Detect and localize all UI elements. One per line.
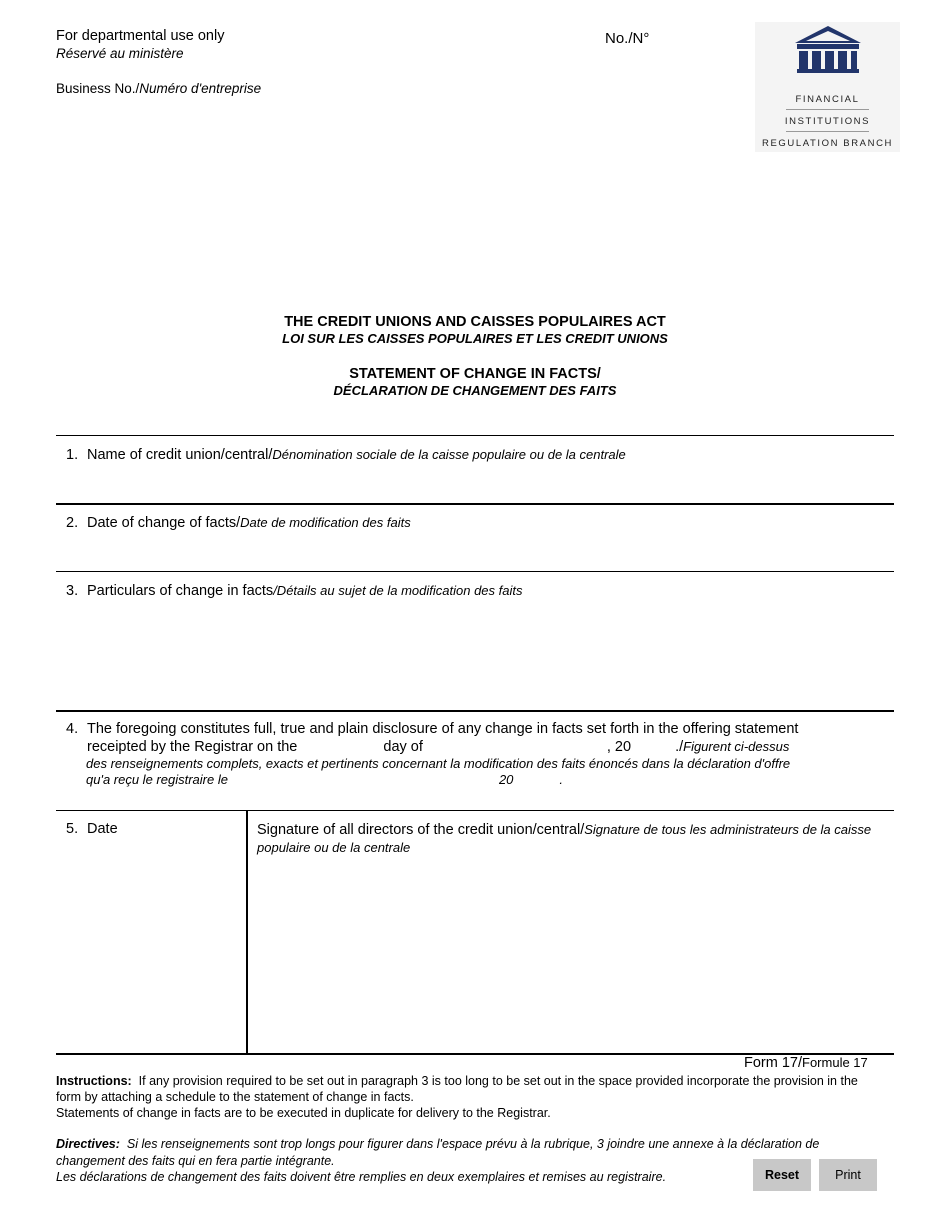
separator-text: ./ bbox=[675, 739, 684, 755]
section-label-fr: /Détails au sujet de la modification des faits bbox=[273, 583, 523, 598]
section-label-en: Date of change of facts/ bbox=[87, 515, 241, 531]
divider bbox=[56, 571, 894, 572]
year-prefix-text: , 20 bbox=[606, 739, 632, 755]
section-2-date-of-change bbox=[66, 514, 411, 532]
section-5-date bbox=[66, 821, 118, 837]
receipted-text: receipted by the Registrar on the bbox=[87, 739, 298, 755]
signature-label-fr: Signature de tous les administrateurs de la caisse populaire ou de la centrale bbox=[257, 822, 872, 855]
form-number-label: No./N° bbox=[605, 30, 650, 47]
section-number: 3. bbox=[66, 583, 79, 599]
logo-divider bbox=[786, 131, 869, 132]
section-label-en: Name of credit union/central/ bbox=[87, 447, 273, 463]
year-prefix-fr-text: 20 bbox=[498, 772, 514, 787]
divider bbox=[56, 810, 894, 811]
print-button[interactable]: Print bbox=[819, 1159, 877, 1191]
disclosure-fr-start: Figurent ci-dessus bbox=[683, 739, 790, 754]
disclosure-line-2 bbox=[66, 738, 886, 756]
divider bbox=[56, 710, 894, 712]
act-title-fr: LOI SUR LES CAISSES POPULAIRES ET LES CREDIT UNIONS bbox=[282, 331, 668, 346]
act-title-en: THE CREDIT UNIONS AND CAISSES POPULAIRES ACT bbox=[284, 314, 666, 330]
period-text: . bbox=[559, 772, 564, 787]
reset-button[interactable]: Reset bbox=[753, 1159, 811, 1191]
business-number-en: Business No./ bbox=[56, 81, 140, 96]
departmental-use-label bbox=[56, 28, 224, 62]
section-3-particulars-of-change bbox=[66, 582, 523, 600]
section-label-fr: Dénomination sociale de la caisse populaire ou de la centrale bbox=[272, 447, 626, 462]
instructions-text-1: If any provision required to be set out in paragraph 3 is too long to be set out in the space provided incorporate the provision in the form by attaching a schedule to the statement of change in facts. bbox=[56, 1074, 858, 1104]
logo-line-regulation-branch: REGULATION BRANCH bbox=[761, 138, 893, 149]
building-icon bbox=[793, 24, 863, 76]
disclosure-line-1: The foregoing constitutes full, true and plain disclosure of any change in facts set forth in the offering statement bbox=[87, 721, 799, 737]
section-label-fr: Date de modification des faits bbox=[240, 515, 411, 530]
receipted-fr-text: qu'a reçu le registraire le bbox=[86, 772, 228, 787]
divider bbox=[56, 435, 894, 436]
fi-regulation-branch-logo bbox=[755, 22, 900, 152]
directives-text-1: Si les renseignements sont trop longs pour figurer dans l'espace prévu à la rubrique, 3 joindre une annexe à la déclaration de changement des faits qui en fera partie intégrante. bbox=[56, 1137, 820, 1168]
disclosure-line-4-fr bbox=[66, 772, 886, 788]
section-number: 4. bbox=[66, 721, 79, 737]
form-number-fr: Formule 17 bbox=[802, 1055, 868, 1070]
statement-title-fr: DÉCLARATION DE CHANGEMENT DES FAITS bbox=[333, 383, 617, 398]
instructions-label: Instructions: bbox=[56, 1074, 132, 1088]
disclosure-line-3-fr: des renseignements complets, exacts et pertinents concernant la modification des faits énoncés dans la déclaration d'offre bbox=[86, 756, 791, 771]
business-number-label bbox=[56, 81, 261, 96]
logo-line-institutions: INSTITUTIONS bbox=[784, 116, 871, 127]
directives-label: Directives: bbox=[56, 1137, 120, 1151]
day-of-text: day of bbox=[383, 739, 423, 755]
section-5-signature-label bbox=[257, 821, 887, 857]
instructions-text-2: Statements of change in facts are to be executed in duplicate for delivery to the Registrar. bbox=[56, 1106, 551, 1120]
departmental-use-fr: Réservé au ministère bbox=[56, 46, 184, 61]
section-number: 1. bbox=[66, 447, 79, 463]
signature-label-en: Signature of all directors of the credit union/central/ bbox=[257, 822, 585, 838]
statement-title-en: STATEMENT OF CHANGE IN FACTS/ bbox=[349, 366, 601, 382]
section-number: 5. bbox=[66, 821, 79, 837]
instructions bbox=[56, 1073, 886, 1121]
section-4-disclosure-statement bbox=[66, 721, 886, 788]
departmental-use-en: For departmental use only bbox=[56, 28, 225, 44]
section-number: 2. bbox=[66, 515, 79, 531]
directives bbox=[56, 1136, 846, 1186]
section-label-en: Particulars of change in facts bbox=[87, 583, 274, 599]
logo-divider bbox=[786, 109, 869, 110]
section-1-name-of-credit-union bbox=[66, 446, 626, 464]
section-5-column-divider bbox=[246, 811, 248, 1054]
business-number-fr: Numéro d'entreprise bbox=[139, 81, 262, 96]
form-identifier bbox=[744, 1055, 868, 1071]
form-number-en: Form 17/ bbox=[744, 1055, 803, 1071]
date-label: Date bbox=[87, 821, 118, 837]
divider bbox=[56, 503, 894, 505]
directives-text-2: Les déclarations de changement des faits doivent être remplies en deux exemplaires et remises au registraire. bbox=[56, 1170, 667, 1184]
logo-line-financial: FINANCIAL bbox=[795, 94, 860, 105]
